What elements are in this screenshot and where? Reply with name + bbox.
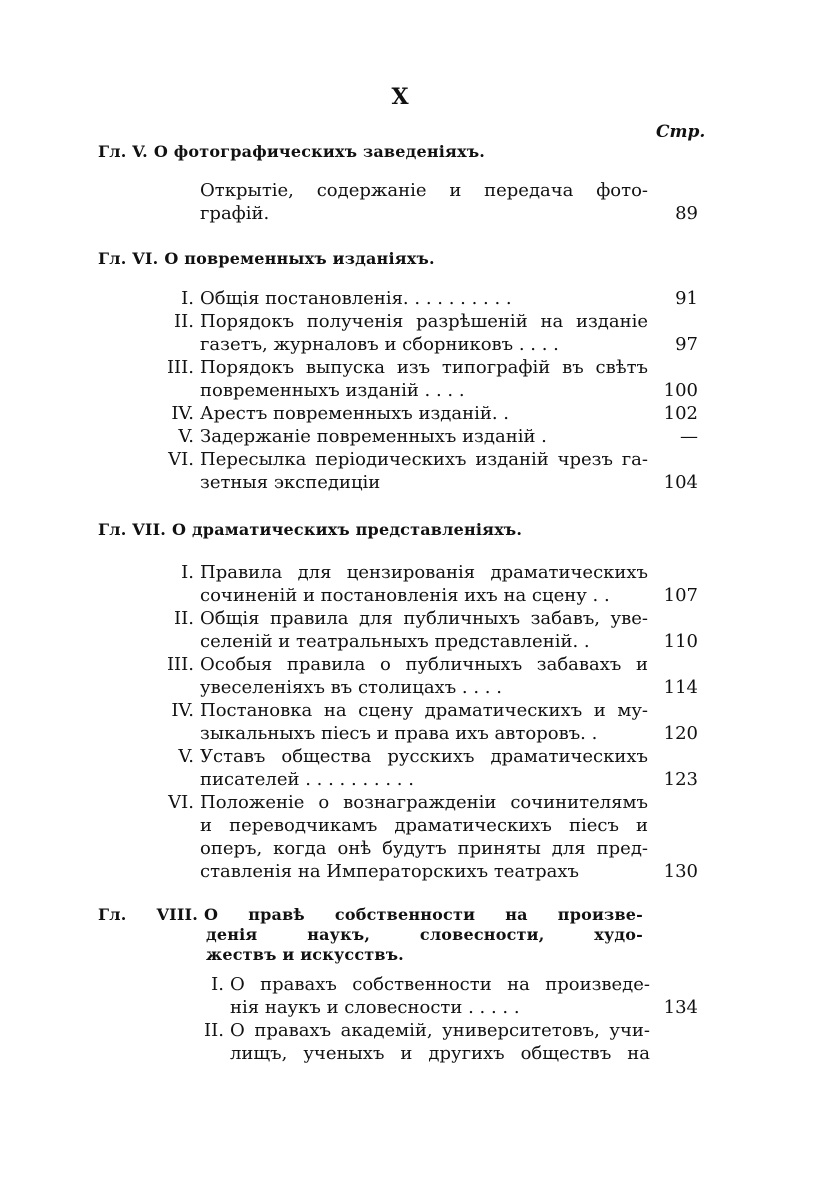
toc-entry: [150, 402, 702, 425]
entry-page: 97: [675, 334, 698, 355]
toc-entry: [150, 607, 702, 653]
entry-line: Открытіе, содержаніе и передача фото-: [200, 180, 648, 201]
toc-entry: [150, 287, 702, 310]
toc-entry: [150, 425, 702, 448]
entry-line: Порядокъ полученія разрѣшеній на изданіе: [200, 311, 648, 332]
toc-entry: [150, 699, 702, 745]
entry-line: ставленія на Императорскихъ театрахъ: [200, 861, 580, 882]
chapter-label: Гл. VII.: [98, 520, 167, 539]
entry-line: графій.: [200, 203, 270, 224]
entry-line: Общія правила для публичныхъ забавъ, уве-: [200, 608, 648, 629]
entry-number: III.: [166, 357, 194, 378]
entry-line: Положеніе о вознагражденіи сочинителямъ: [200, 792, 648, 813]
entry-number: V.: [178, 746, 194, 767]
chapter-heading: [98, 520, 522, 540]
chapter-title: О фотографическихъ заведеніяхъ.: [153, 142, 486, 161]
toc-entry: [150, 653, 702, 699]
entry-line: Особыя правила о публичныхъ забавахъ и: [200, 654, 648, 675]
entry-line: писателей . . . . . . . . . .: [200, 769, 414, 790]
entry-line: лищъ, ученыхъ и другихъ обществъ на: [230, 1043, 650, 1064]
entry-line: селеній и театральныхъ представленій. .: [200, 631, 590, 652]
toc-entry: [150, 448, 702, 494]
entry-page: 114: [663, 677, 698, 698]
toc-entry: [150, 356, 702, 402]
entry-number: IV.: [171, 700, 194, 721]
chapter-title: О драматическихъ представленіяхъ.: [172, 520, 523, 539]
entry-line: зетныя экспедиціи: [200, 472, 381, 493]
toc-entry: [150, 179, 702, 225]
toc-entry: [150, 310, 702, 356]
entry-number: II.: [204, 1020, 224, 1041]
entry-page: 102: [663, 403, 698, 424]
entry-line: О правахъ собственности на произведе-: [230, 974, 650, 995]
page-number: X: [391, 84, 409, 110]
entry-page: 104: [663, 472, 698, 493]
chapter-heading: [98, 905, 643, 965]
entry-line: зыкальныхъ піесъ и права ихъ авторовъ. .: [200, 723, 598, 744]
entry-page: 110: [663, 631, 698, 652]
chapter-title-line: денія наукъ, словесности, худо-: [206, 925, 643, 944]
entry-line: Общія постановленія. . . . . . . . . .: [200, 288, 512, 309]
entry-page: 123: [663, 769, 698, 790]
entry-line: и переводчикамъ драматическихъ піесъ и: [200, 815, 648, 836]
entry-number: III.: [166, 654, 194, 675]
entry-line: Задержаніе повременныхъ изданій .: [200, 426, 547, 447]
entry-line: Уставъ общества русскихъ драматическихъ: [200, 746, 648, 767]
entry-number: I.: [211, 974, 224, 995]
entry-page: 100: [663, 380, 698, 401]
chapter-heading: [98, 249, 435, 269]
entry-line: О правахъ академій, университетовъ, учи-: [230, 1020, 650, 1041]
entry-page: 130: [663, 861, 698, 882]
entry-number: II.: [174, 311, 194, 332]
page-column-header: Стр.: [656, 122, 706, 142]
chapter-title: О повременныхъ изданіяхъ.: [164, 249, 435, 268]
entry-line: Пересылка періодическихъ изданій чрезъ га-: [200, 449, 648, 470]
toc-entry: [150, 745, 702, 791]
entry-line: газетъ, журналовъ и сборниковъ . . . .: [200, 334, 559, 355]
toc-entry: [180, 1019, 702, 1065]
entry-line: Постановка на сцену драматическихъ и му-: [200, 700, 648, 721]
entry-page: —: [680, 426, 698, 447]
entry-line: Порядокъ выпуска изъ типографій въ свѣтъ: [200, 357, 648, 378]
chapter-label: Гл. VI.: [98, 249, 159, 268]
chapter-label: Гл. VIII.: [98, 905, 199, 924]
entry-line: повременныхъ изданій . . . .: [200, 380, 465, 401]
entry-line: сочиненій и постановленія ихъ на сцену . .: [200, 585, 610, 606]
toc-entry: [180, 973, 702, 1019]
entry-line: нія наукъ и словесности . . . . .: [230, 997, 520, 1018]
entry-number: II.: [174, 608, 194, 629]
entry-number: IV.: [171, 403, 194, 424]
entry-page: 120: [663, 723, 698, 744]
entry-number: I.: [181, 562, 194, 583]
entry-page: 89: [675, 203, 698, 224]
entry-page: 107: [663, 585, 698, 606]
chapter-heading: [98, 142, 485, 162]
entry-number: V.: [178, 426, 194, 447]
chapter-title-line: жествъ и искусствъ.: [206, 945, 404, 964]
entry-page: 91: [675, 288, 698, 309]
entry-line: Арестъ повременныхъ изданій. .: [200, 403, 510, 424]
entry-number: VI.: [168, 449, 194, 470]
chapter-label: Гл. V.: [98, 142, 148, 161]
toc-entry: [150, 791, 702, 883]
chapter-title: О правѣ собственности на произве-: [204, 905, 643, 924]
entry-number: VI.: [168, 792, 194, 813]
entry-page: 134: [663, 997, 698, 1018]
entry-line: Правила для цензированія драматическихъ: [200, 562, 648, 583]
entry-number: I.: [181, 288, 194, 309]
entry-line: увеселеніяхъ въ столицахъ . . . .: [200, 677, 502, 698]
entry-line: оперъ, когда онѣ будутъ приняты для пред-: [200, 838, 648, 859]
toc-entry: [150, 561, 702, 607]
